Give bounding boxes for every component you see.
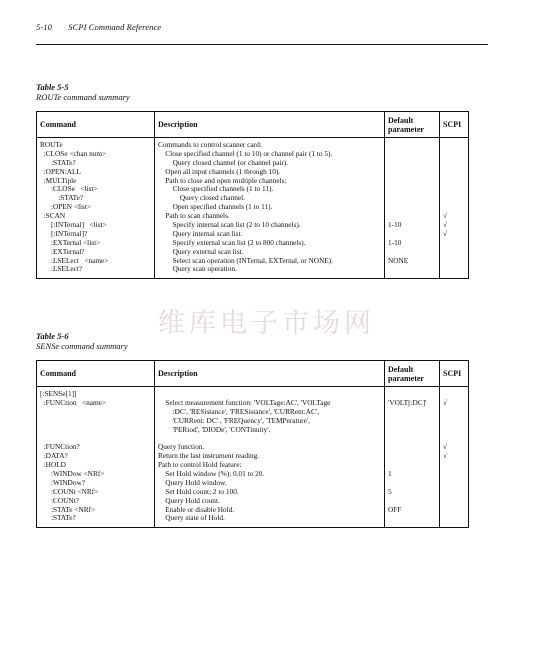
cell-line: [:SENSe[1]] bbox=[40, 389, 77, 398]
cell-line bbox=[388, 141, 436, 150]
cell-line: [:INTernal]? bbox=[40, 228, 88, 238]
table-number: Table 5-5 bbox=[36, 82, 69, 92]
scpi-cell bbox=[440, 138, 469, 279]
cell-line bbox=[443, 194, 465, 203]
cell-line: :SCAN bbox=[40, 211, 66, 221]
column-header-scpi: SCPI bbox=[440, 112, 469, 138]
cell-line bbox=[388, 443, 436, 452]
table-title: SENSe command summary bbox=[36, 341, 128, 351]
table-caption-route bbox=[36, 82, 130, 102]
cell-line bbox=[443, 185, 465, 194]
column-header-command: Command bbox=[37, 112, 155, 138]
cell-line bbox=[443, 141, 465, 150]
cell-line: Query external scan list. bbox=[158, 246, 244, 256]
cell-line: 'CURRent: DC' , 'FREQuency', 'TEMPerature', bbox=[158, 415, 310, 425]
cell-line: :CLOSe <list> bbox=[40, 184, 98, 194]
cell-line bbox=[388, 159, 436, 168]
cell-line: :WINDow <NRf> bbox=[40, 469, 105, 479]
column-header-default: Default parameter bbox=[385, 361, 440, 387]
cell-line bbox=[443, 426, 465, 435]
cell-line: Query function. bbox=[158, 442, 205, 452]
cell-line bbox=[388, 194, 436, 203]
cell-line: :DATA? bbox=[40, 451, 68, 461]
default-parameter-cell bbox=[385, 387, 440, 528]
cell-line bbox=[443, 461, 465, 470]
cell-line: √ bbox=[443, 228, 448, 238]
cell-line bbox=[443, 248, 465, 257]
cell-line: Commands to control scanner card: bbox=[158, 140, 262, 149]
cell-line: :CLOSe <chan num> bbox=[40, 148, 107, 158]
command-cell bbox=[37, 138, 155, 279]
route-command-table bbox=[36, 111, 469, 279]
cell-line bbox=[388, 168, 436, 177]
cell-line: :FUNCtion? bbox=[40, 442, 80, 452]
cell-line: 'PERiod', 'DIODe', 'CONTinuity'. bbox=[158, 424, 271, 434]
cell-line bbox=[388, 203, 436, 212]
cell-line: Close specified channel (1 to 10) or channel pair (1 to 5). bbox=[158, 148, 333, 158]
cell-line: √ bbox=[443, 451, 448, 461]
command-cell bbox=[37, 387, 155, 528]
cell-line bbox=[388, 185, 436, 194]
cell-line bbox=[388, 514, 436, 523]
running-header bbox=[36, 22, 161, 32]
cell-line: :HOLD bbox=[40, 460, 66, 470]
cell-line bbox=[443, 488, 465, 497]
cell-line: Return the last instrument reading. bbox=[158, 451, 260, 461]
cell-line: 1-10 bbox=[388, 237, 402, 247]
page-number: 5-10 bbox=[36, 22, 52, 32]
cell-line bbox=[443, 257, 465, 266]
cell-line bbox=[40, 426, 151, 435]
cell-line: :LSELect <name> bbox=[40, 255, 109, 265]
cell-line bbox=[388, 434, 436, 443]
cell-line bbox=[443, 514, 465, 523]
scpi-cell bbox=[440, 387, 469, 528]
cell-line: Set Hold window (%); 0.01 to 20. bbox=[158, 469, 265, 479]
cell-line: :STATe <NRf> bbox=[40, 504, 96, 514]
cell-line bbox=[443, 150, 465, 159]
cell-line: NONE bbox=[388, 255, 409, 265]
description-cell bbox=[155, 387, 385, 528]
cell-line: Open specified channels (1 to 11). bbox=[158, 202, 273, 212]
cell-line: Specify internal scan list (2 to 10 channels). bbox=[158, 220, 301, 230]
table-number: Table 5-6 bbox=[36, 331, 69, 341]
cell-line: 1 bbox=[388, 469, 392, 479]
cell-line bbox=[443, 417, 465, 426]
table-body-row bbox=[37, 138, 469, 279]
cell-line: :WINDow? bbox=[40, 477, 85, 487]
cell-line: :OPEN:ALL bbox=[40, 166, 81, 176]
cell-line bbox=[443, 470, 465, 479]
cell-line: :EXTernal? bbox=[40, 246, 85, 256]
cell-line: :STATe? bbox=[40, 157, 76, 167]
cell-line: Query state of Hold. bbox=[158, 513, 225, 523]
cell-line: √ bbox=[443, 220, 448, 230]
table-body-row bbox=[37, 387, 469, 528]
cell-line bbox=[388, 408, 436, 417]
cell-line: √ bbox=[443, 397, 448, 407]
cell-line bbox=[40, 417, 151, 426]
cell-line bbox=[388, 417, 436, 426]
cell-line: Select scan operation (INTernal, EXTernal, or NONE). bbox=[158, 255, 334, 265]
cell-line: 5 bbox=[388, 486, 392, 496]
cell-line bbox=[443, 168, 465, 177]
cell-line bbox=[40, 408, 151, 417]
cell-line: Path to close and open multiple channels: bbox=[158, 175, 287, 185]
cell-line: √ bbox=[443, 442, 448, 452]
sense-command-table bbox=[36, 360, 469, 528]
default-parameter-cell bbox=[385, 138, 440, 279]
column-header-scpi: SCPI bbox=[440, 361, 469, 387]
cell-line: OFF bbox=[388, 504, 402, 514]
cell-line: :OPEN <list> bbox=[40, 202, 92, 212]
table-title: ROUTe command summary bbox=[36, 92, 130, 102]
cell-line: Path to control Hold feature: bbox=[158, 460, 242, 470]
cell-line: 'VOLT[:DC]' bbox=[388, 397, 427, 407]
cell-line: :EXTernal <list> bbox=[40, 237, 101, 247]
cell-line: √ bbox=[443, 211, 448, 221]
cell-line: :FUNCtion <name> bbox=[40, 397, 106, 407]
column-header-description: Description bbox=[155, 361, 385, 387]
cell-line bbox=[388, 265, 436, 274]
cell-line: :DC', 'RESistance', 'FRESistance', 'CURRent:AC', bbox=[158, 406, 320, 416]
cell-line bbox=[443, 506, 465, 515]
column-header-command: Command bbox=[37, 361, 155, 387]
cell-line bbox=[388, 177, 436, 186]
cell-line: Enable or disable Hold. bbox=[158, 504, 235, 514]
cell-line: Select measurement function: 'VOLTage:AC', 'VOLTage bbox=[158, 397, 331, 407]
cell-line: ROUTe bbox=[40, 140, 63, 149]
column-header-default: Default parameter bbox=[385, 112, 440, 138]
table-caption-sense bbox=[36, 331, 128, 351]
cell-line: Close specified channels (1 to 11). bbox=[158, 184, 274, 194]
watermark: 维库电子市场网 bbox=[158, 308, 375, 339]
cell-line bbox=[443, 239, 465, 248]
cell-line: :STATe? bbox=[40, 193, 84, 203]
cell-line: Query scan operation. bbox=[158, 264, 237, 274]
cell-line bbox=[388, 150, 436, 159]
cell-line bbox=[443, 497, 465, 506]
running-title: SCPI Command Reference bbox=[68, 22, 162, 32]
cell-line: Query closed channel (or channel pair). bbox=[158, 157, 289, 167]
cell-line: :MULTiple bbox=[40, 175, 77, 185]
cell-line bbox=[443, 408, 465, 417]
header-rule bbox=[36, 44, 488, 45]
cell-line: :LSELect? bbox=[40, 264, 83, 274]
cell-line bbox=[443, 479, 465, 488]
cell-line: Set Hold count; 2 to 100. bbox=[158, 486, 239, 496]
cell-line: :COUNt? bbox=[40, 495, 79, 505]
cell-line: :COUNt <NRf> bbox=[40, 486, 99, 496]
cell-line bbox=[443, 265, 465, 274]
cell-line: Query Hold count. bbox=[158, 495, 220, 505]
cell-line bbox=[388, 479, 436, 488]
description-cell bbox=[155, 138, 385, 279]
column-header-description: Description bbox=[155, 112, 385, 138]
cell-line bbox=[443, 177, 465, 186]
cell-line bbox=[388, 426, 436, 435]
cell-line: 1-10 bbox=[388, 220, 402, 230]
cell-line: Specify external scan list (2 to 800 channels). bbox=[158, 237, 306, 247]
cell-line bbox=[388, 461, 436, 470]
cell-line: [:INTernal] <list> bbox=[40, 220, 107, 230]
cell-line: Query internal scan list. bbox=[158, 228, 243, 238]
cell-line: Query Hold window. bbox=[158, 477, 227, 487]
cell-line: Query closed channel. bbox=[158, 193, 245, 203]
cell-line: :STATe? bbox=[40, 513, 76, 523]
cell-line: Path to scan channels. bbox=[158, 211, 230, 221]
cell-line: Open all input channels (1 through 10). bbox=[158, 166, 281, 176]
cell-line bbox=[443, 159, 465, 168]
cell-line bbox=[388, 452, 436, 461]
